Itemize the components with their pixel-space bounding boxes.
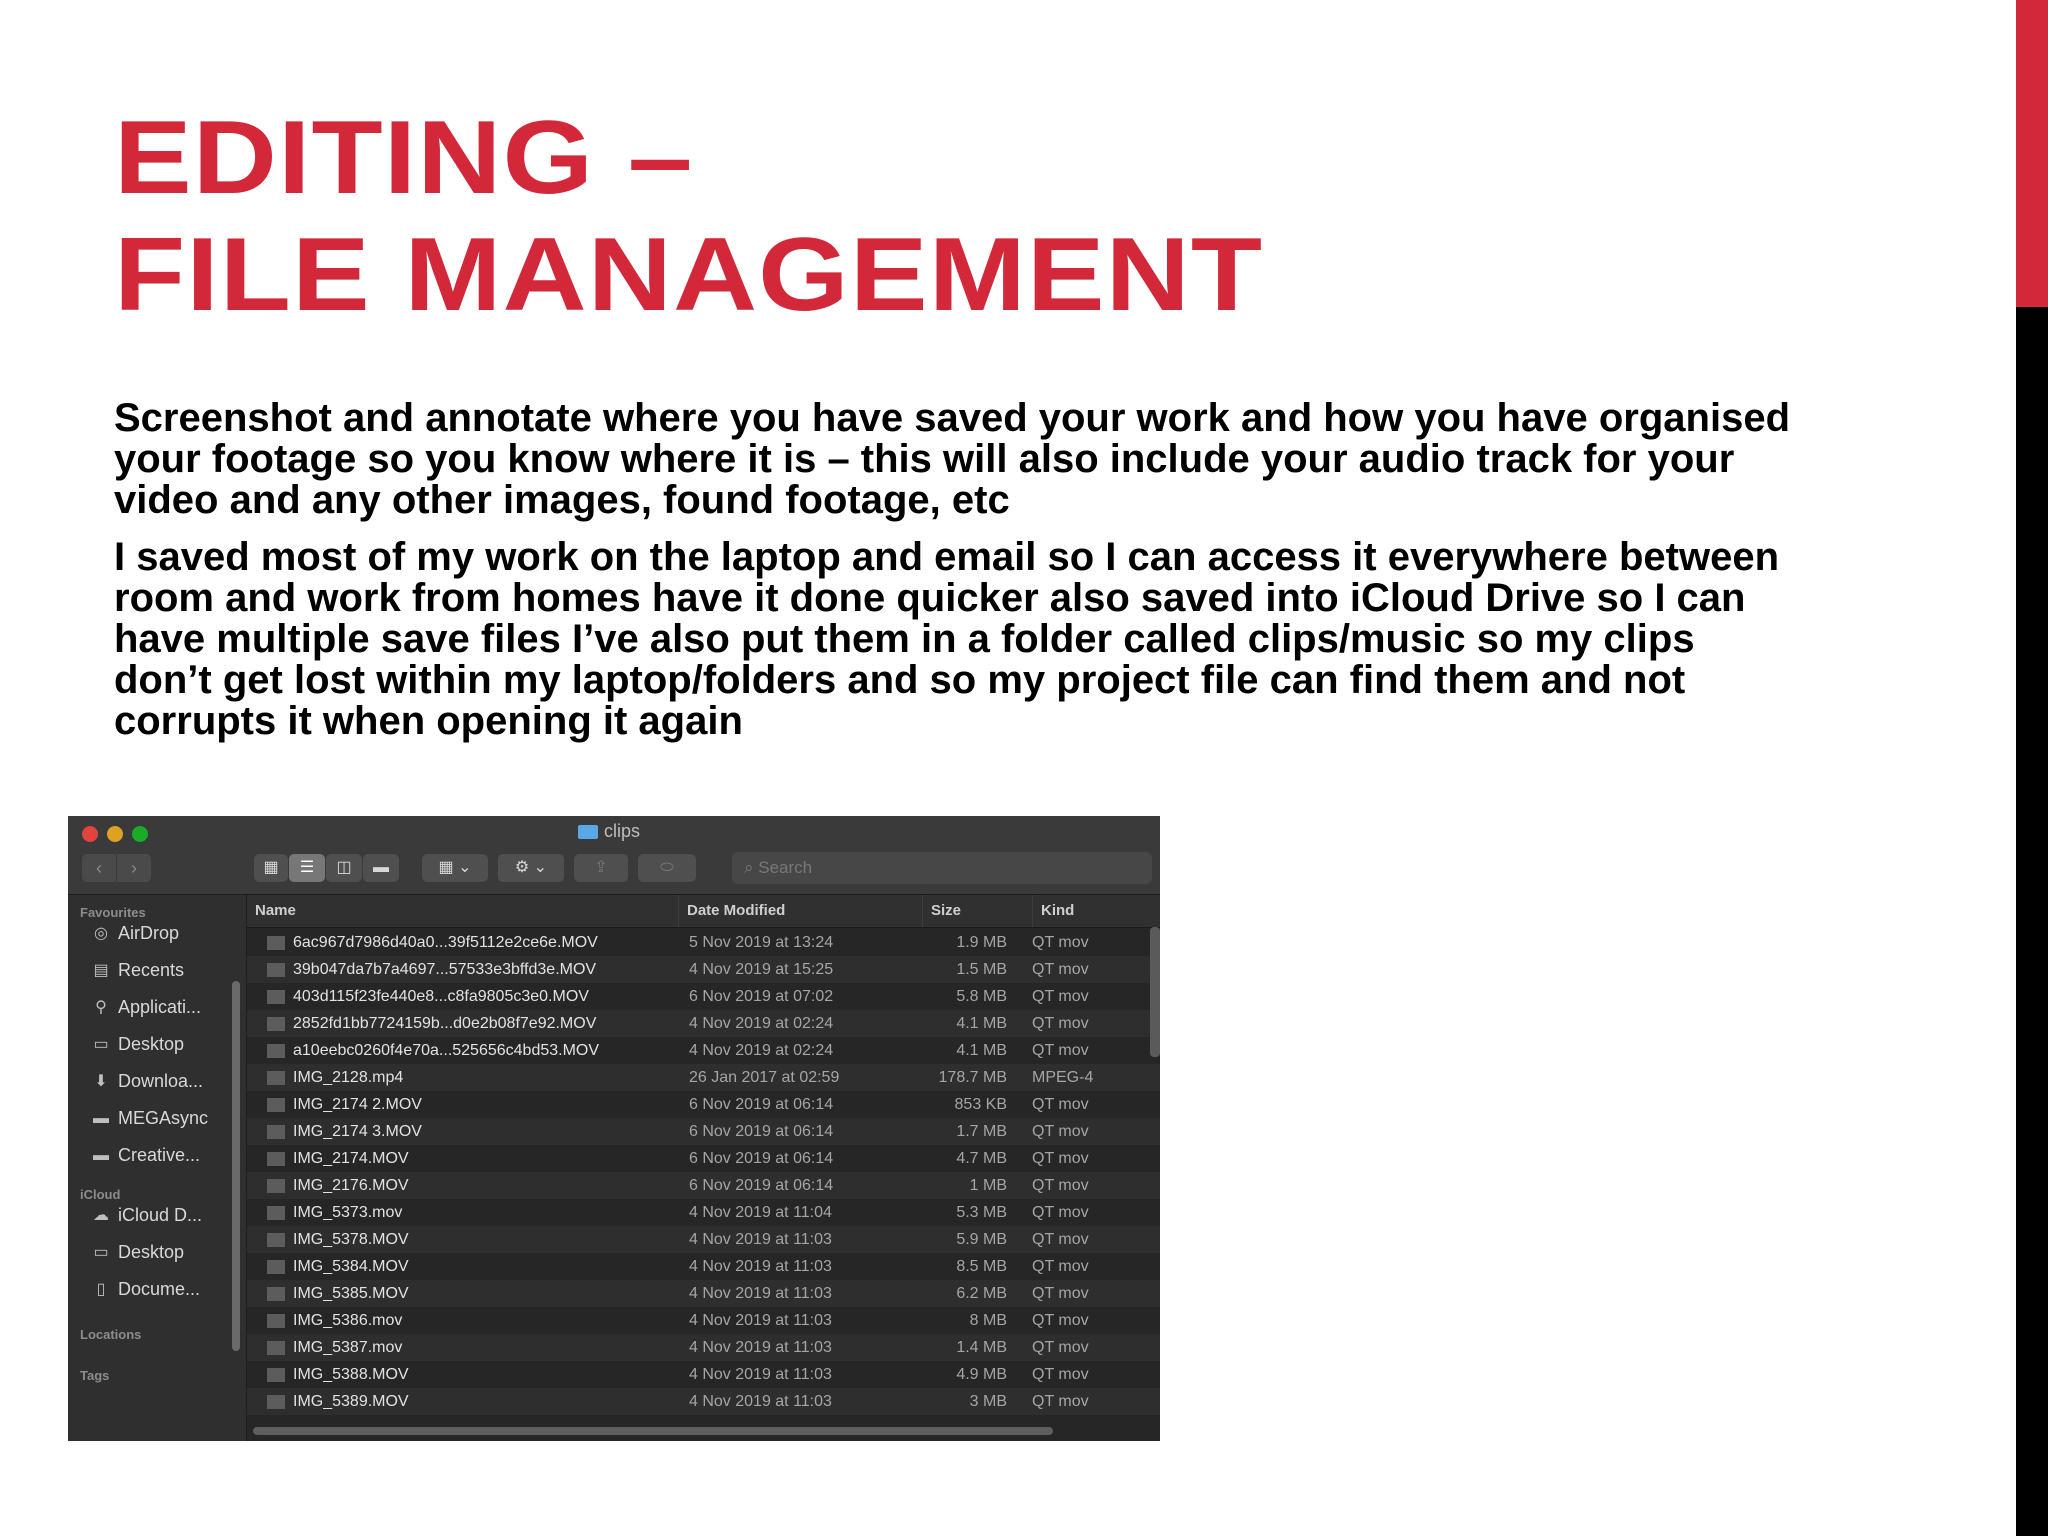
sidebar-item-icloud-drive[interactable]: [90, 1205, 202, 1226]
file-name: IMG_5389.MOV: [293, 1393, 409, 1410]
file-size: 4.1 MB: [956, 1042, 1007, 1059]
file-name: a10eebc0260f4e70a...525656c4bd53.MOV: [293, 1042, 600, 1059]
list-view-button[interactable]: [289, 854, 325, 882]
video-thumbnail-icon: [267, 936, 285, 950]
file-row[interactable]: [247, 1037, 1160, 1064]
file-name-cell: [267, 1037, 667, 1064]
grid-icon: ▦: [263, 859, 279, 876]
file-row[interactable]: [247, 1010, 1160, 1037]
file-row[interactable]: [247, 1118, 1160, 1145]
gallery-view-button[interactable]: [363, 854, 399, 882]
folder-icon: ▬: [93, 1109, 109, 1127]
file-name-cell: [267, 1388, 667, 1415]
video-thumbnail-icon: [267, 1125, 285, 1139]
file-name: IMG_2174.MOV: [293, 1150, 409, 1167]
file-kind: QT mov: [1032, 1339, 1089, 1356]
video-thumbnail-icon: [267, 1395, 285, 1409]
file-kind: QT mov: [1032, 1258, 1089, 1275]
cloud-icon: ☁: [93, 1206, 109, 1224]
file-row[interactable]: [247, 1253, 1160, 1280]
sidebar-section-tags[interactable]: Tags: [80, 1368, 110, 1383]
video-thumbnail-icon: [267, 1017, 285, 1031]
file-row[interactable]: [247, 1091, 1160, 1118]
search-placeholder: Search: [758, 858, 813, 877]
file-kind: QT mov: [1032, 1096, 1089, 1113]
file-size: 1.4 MB: [956, 1339, 1007, 1356]
file-size: 8.5 MB: [956, 1258, 1007, 1275]
file-row[interactable]: [247, 956, 1160, 983]
file-date: 26 Jan 2017 at 02:59: [689, 1069, 840, 1086]
video-thumbnail-icon: [267, 1368, 285, 1382]
finder-toolbar: [68, 816, 1160, 895]
file-name-cell: [267, 1226, 667, 1253]
column-header-name[interactable]: Name: [247, 895, 679, 927]
list-vertical-scrollbar[interactable]: [1150, 927, 1160, 1057]
file-size: 4.7 MB: [956, 1150, 1007, 1167]
column-header-kind[interactable]: Kind: [1041, 902, 1075, 919]
file-name: 403d115f23fe440e8...c8fa9805c3e0.MOV: [293, 988, 589, 1005]
sidebar-item-megasync[interactable]: [90, 1108, 208, 1129]
file-row[interactable]: [247, 1172, 1160, 1199]
file-name: IMG_2128.mp4: [293, 1069, 404, 1086]
file-size: 853 KB: [954, 1096, 1007, 1113]
window-title: [578, 821, 640, 842]
file-date: 4 Nov 2019 at 02:24: [689, 1015, 834, 1032]
sidebar-item-applications[interactable]: [90, 997, 201, 1018]
file-kind: QT mov: [1032, 1393, 1089, 1410]
search-icon: ⌕: [744, 858, 754, 877]
minimize-window-button[interactable]: [107, 826, 123, 842]
file-date: 4 Nov 2019 at 11:03: [689, 1258, 832, 1275]
finder-window: [68, 816, 1160, 1441]
folder-icon: [578, 825, 598, 839]
file-date: 6 Nov 2019 at 06:14: [689, 1150, 834, 1167]
file-name-cell: [267, 1199, 667, 1226]
file-kind: QT mov: [1032, 961, 1089, 978]
sidebar-item-airdrop[interactable]: [90, 923, 179, 944]
share-button[interactable]: [574, 854, 628, 882]
file-name: 2852fd1bb7724159b...d0e2b08f7e92.MOV: [293, 1015, 597, 1032]
file-name: IMG_5378.MOV: [293, 1231, 409, 1248]
file-size: 4.1 MB: [956, 1015, 1007, 1032]
video-thumbnail-icon: [267, 1341, 285, 1355]
action-button[interactable]: [498, 854, 564, 882]
group-icon: ▦ ⌄: [438, 859, 472, 876]
file-name: IMG_2174 3.MOV: [293, 1123, 422, 1140]
video-thumbnail-icon: [267, 1071, 285, 1085]
file-name: IMG_5386.mov: [293, 1312, 403, 1329]
chevron-right-icon: ›: [131, 858, 137, 878]
file-name-cell: [267, 1064, 667, 1091]
file-name-cell: [267, 983, 667, 1010]
search-field[interactable]: [732, 852, 1152, 884]
video-thumbnail-icon: [267, 963, 285, 977]
desktop-icon: ▭: [93, 1243, 109, 1261]
sidebar-section-locations[interactable]: Locations: [80, 1327, 142, 1342]
file-date: 6 Nov 2019 at 06:14: [689, 1177, 834, 1194]
downloads-icon: ⬇: [94, 1072, 108, 1090]
columns-icon: ◫: [336, 859, 352, 876]
file-date: 4 Nov 2019 at 11:03: [689, 1339, 832, 1356]
file-size: 178.7 MB: [938, 1069, 1007, 1086]
file-date: 6 Nov 2019 at 07:02: [689, 988, 834, 1005]
file-size: 1 MB: [969, 1177, 1007, 1194]
sidebar-item-label: MEGAsync: [118, 1108, 209, 1128]
tag-icon: ⬭: [660, 859, 674, 876]
sidebar-item-creative[interactable]: [90, 1145, 200, 1166]
sidebar-section-icloud: iCloud: [80, 1187, 121, 1202]
title-line-1: EDITING –: [114, 100, 694, 216]
video-thumbnail-icon: [267, 1206, 285, 1220]
file-size: 5.9 MB: [956, 1231, 1007, 1248]
title-line-2: FILE MANAGEMENT: [114, 217, 1264, 333]
file-kind: QT mov: [1032, 934, 1089, 951]
video-thumbnail-icon: [267, 1233, 285, 1247]
video-thumbnail-icon: [267, 1152, 285, 1166]
file-name: IMG_5387.mov: [293, 1339, 403, 1356]
file-row[interactable]: [247, 1334, 1160, 1361]
file-kind: QT mov: [1032, 1123, 1089, 1140]
video-thumbnail-icon: [267, 1260, 285, 1274]
file-row[interactable]: [247, 1226, 1160, 1253]
file-row[interactable]: [247, 1361, 1160, 1388]
chevron-left-icon: ‹: [96, 858, 102, 878]
video-thumbnail-icon: [267, 1314, 285, 1328]
file-date: 4 Nov 2019 at 11:04: [689, 1204, 832, 1221]
file-name: 39b047da7b7a4697...57533e3bffd3e.MOV: [293, 961, 597, 978]
file-size: 6.2 MB: [956, 1285, 1007, 1302]
file-name-cell: [267, 1253, 667, 1280]
slide-body: [114, 398, 1794, 758]
list-icon: ☰: [299, 859, 315, 876]
column-view-button[interactable]: [326, 854, 362, 882]
folder-icon: ▬: [93, 1146, 109, 1164]
file-name-cell: [267, 1118, 667, 1145]
file-kind: QT mov: [1032, 1312, 1089, 1329]
file-name: IMG_5385.MOV: [293, 1285, 409, 1302]
window-title-text: clips: [604, 821, 641, 841]
file-name-cell: [267, 1307, 667, 1334]
document-icon: ▯: [96, 1280, 106, 1298]
video-thumbnail-icon: [267, 1044, 285, 1058]
file-size: 4.9 MB: [956, 1366, 1007, 1383]
file-name-cell: [267, 929, 667, 956]
file-date: 4 Nov 2019 at 11:03: [689, 1366, 832, 1383]
sidebar-item-label: Desktop: [118, 1242, 185, 1262]
file-size: 8 MB: [969, 1312, 1007, 1329]
close-window-button[interactable]: [82, 826, 98, 842]
file-name-cell: [267, 1010, 667, 1037]
file-kind: QT mov: [1032, 988, 1089, 1005]
file-name-cell: [267, 1280, 667, 1307]
sidebar-section-favourites: Favourites: [80, 905, 146, 920]
list-horizontal-scrollbar[interactable]: [253, 1427, 1053, 1435]
instructions-paragraph: Screenshot and annotate where you have saved your work and how you have organised your footage so you know where it is – this will also include your audio track for your video and any other images, found footage, etc: [114, 396, 1790, 522]
file-size: 1.9 MB: [956, 934, 1007, 951]
file-date: 4 Nov 2019 at 11:03: [689, 1285, 832, 1302]
file-name-cell: [267, 1172, 667, 1199]
sidebar-item-label: Desktop: [118, 1034, 185, 1054]
icon-view-button[interactable]: [254, 854, 288, 882]
file-name: IMG_5388.MOV: [293, 1366, 409, 1383]
video-thumbnail-icon: [267, 1287, 285, 1301]
file-size: 5.3 MB: [956, 1204, 1007, 1221]
file-date: 4 Nov 2019 at 15:25: [689, 961, 834, 978]
sidebar-item-label: Docume...: [118, 1279, 201, 1299]
file-name: 6ac967d7986d40a0...39f5112e2ce6e.MOV: [293, 934, 598, 951]
accent-bar-red: [2016, 0, 2048, 307]
file-name-cell: [267, 1334, 667, 1361]
sidebar-item-documents[interactable]: [90, 1279, 200, 1300]
file-row[interactable]: [247, 1199, 1160, 1226]
sidebar-item-label: Downloa...: [118, 1071, 204, 1091]
finder-sidebar: [68, 895, 247, 1441]
sidebar-item-label: AirDrop: [118, 923, 180, 943]
file-size: 1.7 MB: [956, 1123, 1007, 1140]
file-kind: QT mov: [1032, 1042, 1089, 1059]
column-header-date[interactable]: Date Modified: [679, 895, 923, 927]
video-thumbnail-icon: [267, 1179, 285, 1193]
file-name: IMG_5373.mov: [293, 1204, 403, 1221]
file-name-cell: [267, 1361, 667, 1388]
file-date: 4 Nov 2019 at 11:03: [689, 1393, 832, 1410]
file-kind: QT mov: [1032, 1204, 1089, 1221]
file-size: 1.5 MB: [956, 961, 1007, 978]
recents-icon: ▤: [93, 961, 109, 979]
file-row[interactable]: [247, 1280, 1160, 1307]
accent-bar-black: [2016, 307, 2048, 1536]
sidebar-item-desktop[interactable]: [90, 1034, 184, 1055]
column-header-row: [247, 895, 1160, 928]
file-kind: QT mov: [1032, 1177, 1089, 1194]
file-list: [247, 895, 1160, 1441]
sidebar-item-label: Creative...: [118, 1145, 201, 1165]
sidebar-item-icloud-desktop[interactable]: [90, 1242, 184, 1263]
zoom-window-button[interactable]: [132, 826, 148, 842]
file-kind: QT mov: [1032, 1366, 1089, 1383]
file-kind: QT mov: [1032, 1285, 1089, 1302]
file-date: 4 Nov 2019 at 11:03: [689, 1231, 832, 1248]
sidebar-item-recents[interactable]: [90, 960, 184, 981]
file-row[interactable]: [247, 983, 1160, 1010]
gear-icon: ⚙ ⌄: [514, 859, 548, 876]
sidebar-item-label: Recents: [118, 960, 185, 980]
tags-button[interactable]: [638, 854, 696, 882]
file-row[interactable]: [247, 1388, 1160, 1415]
file-date: 5 Nov 2019 at 13:24: [689, 934, 834, 951]
file-kind: QT mov: [1032, 1015, 1089, 1032]
file-size: 3 MB: [969, 1393, 1007, 1410]
slide-title: [114, 100, 1906, 334]
file-name: IMG_2174 2.MOV: [293, 1096, 422, 1113]
answer-paragraph: I saved most of my work on the laptop and email so I can access it everywhere between room and work from homes have it done quicker also saved into iCloud Drive so I can have multiple save files I’ve also put them in a folder called clips/music so my clips don’t get lost within my laptop/folders and so my project file can find them and not corrupts it when opening it again: [114, 535, 1780, 743]
file-date: 4 Nov 2019 at 02:24: [689, 1042, 834, 1059]
sidebar-scrollbar[interactable]: [232, 981, 240, 1351]
gallery-icon: ▬: [373, 859, 389, 876]
file-date: 4 Nov 2019 at 11:03: [689, 1312, 832, 1329]
file-name: IMG_2176.MOV: [293, 1177, 409, 1194]
file-row[interactable]: [247, 1145, 1160, 1172]
file-date: 6 Nov 2019 at 06:14: [689, 1123, 834, 1140]
sidebar-item-downloads[interactable]: [90, 1071, 203, 1092]
file-name-cell: [267, 1145, 667, 1172]
share-icon: ⇪: [594, 859, 608, 876]
desktop-icon: ▭: [93, 1035, 109, 1053]
sidebar-item-label: iCloud D...: [118, 1205, 203, 1225]
file-name-cell: [267, 956, 667, 983]
file-name: IMG_5384.MOV: [293, 1258, 409, 1275]
back-button[interactable]: [82, 854, 116, 882]
video-thumbnail-icon: [267, 990, 285, 1004]
file-row[interactable]: [247, 1307, 1160, 1334]
video-thumbnail-icon: [267, 1098, 285, 1112]
file-kind: MPEG-4: [1032, 1069, 1094, 1086]
file-size: 5.8 MB: [956, 988, 1007, 1005]
forward-button[interactable]: [117, 854, 151, 882]
group-button[interactable]: [422, 854, 488, 882]
file-date: 6 Nov 2019 at 06:14: [689, 1096, 834, 1113]
file-row[interactable]: [247, 1064, 1160, 1091]
column-header-size[interactable]: Size: [923, 895, 1033, 927]
applications-icon: ⚲: [95, 998, 107, 1016]
file-row[interactable]: [247, 929, 1160, 956]
sidebar-item-label: Applicati...: [118, 997, 202, 1017]
file-name-cell: [267, 1091, 667, 1118]
file-kind: QT mov: [1032, 1231, 1089, 1248]
file-kind: QT mov: [1032, 1150, 1089, 1167]
airdrop-icon: ◎: [94, 924, 108, 942]
